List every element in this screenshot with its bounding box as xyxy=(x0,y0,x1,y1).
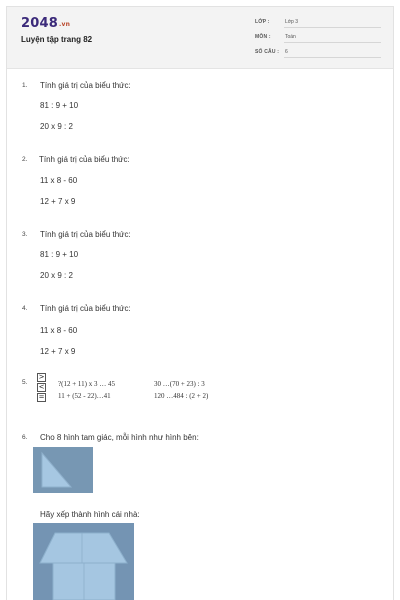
question-3-expr-1: 81 : 9 + 10 xyxy=(40,250,79,259)
house-figure xyxy=(33,523,134,600)
question-5-number: 5. xyxy=(22,379,28,386)
site-logo[interactable] xyxy=(21,16,70,31)
worksheet-header xyxy=(7,7,393,69)
logo-suffix: .vn xyxy=(58,21,71,28)
meta-class-label: LỚP : xyxy=(255,19,270,25)
comparison-4: 120 …484 : (2 + 2) xyxy=(154,392,209,400)
meta-subject-label: MÔN : xyxy=(255,34,271,40)
question-1-text: Tính giá trị của biểu thức: xyxy=(40,81,131,90)
meta-count-label: SỐ CÂU : xyxy=(255,49,280,55)
question-4-text: Tính giá trị của biểu thức: xyxy=(40,304,131,313)
meta-subject-row xyxy=(255,34,381,46)
question-2-text: Tính giá trị của biểu thức: xyxy=(39,155,130,164)
question-4-expr-2: 12 + 7 x 9 xyxy=(40,347,76,356)
comparison-1: ?(12 + 11) x 3 … 45 xyxy=(58,380,115,388)
triangle-figure xyxy=(33,447,93,493)
question-1-number: 1. xyxy=(22,82,28,89)
question-6-number: 6. xyxy=(22,434,28,441)
meta-class-row xyxy=(255,19,381,31)
question-6-subtext: Hãy xếp thành hình cái nhà: xyxy=(40,510,140,519)
triangle-icon xyxy=(33,447,93,493)
less-than-symbol: < xyxy=(38,383,45,391)
equals-symbol: = xyxy=(38,393,45,401)
question-6-text: Cho 8 hình tam giác, mỗi hình như hình bên: xyxy=(40,433,199,442)
meta-class-value: Lớp 3 xyxy=(284,19,381,28)
question-1-expr-2: 20 x 9 : 2 xyxy=(40,122,73,131)
question-2-number: 2. xyxy=(22,156,28,163)
greater-than-symbol: > xyxy=(38,373,45,381)
question-1-expr-1: 81 : 9 + 10 xyxy=(40,101,79,110)
meta-subject-value: Toán xyxy=(284,34,381,43)
question-3-number: 3. xyxy=(22,231,28,238)
meta-count-row xyxy=(255,49,381,61)
logo-text: 2048 xyxy=(21,16,58,31)
comparison-symbols xyxy=(37,373,46,403)
question-2-expr-2: 12 + 7 x 9 xyxy=(40,197,76,206)
house-icon xyxy=(33,523,134,600)
question-3-text: Tính giá trị của biểu thức: xyxy=(40,230,131,239)
question-3-expr-2: 20 x 9 : 2 xyxy=(40,271,73,280)
comparison-2: 30 …(70 + 23) : 3 xyxy=(154,380,205,388)
meta-count-value: 6 xyxy=(284,49,381,58)
question-4-number: 4. xyxy=(22,305,28,312)
page-title: Luyện tập trang 82 xyxy=(21,35,93,44)
question-2-expr-1: 11 x 8 - 60 xyxy=(40,176,78,185)
question-4-expr-1: 11 x 8 - 60 xyxy=(40,326,78,335)
comparison-3: 11 + (52 - 22)…41 xyxy=(58,392,111,400)
